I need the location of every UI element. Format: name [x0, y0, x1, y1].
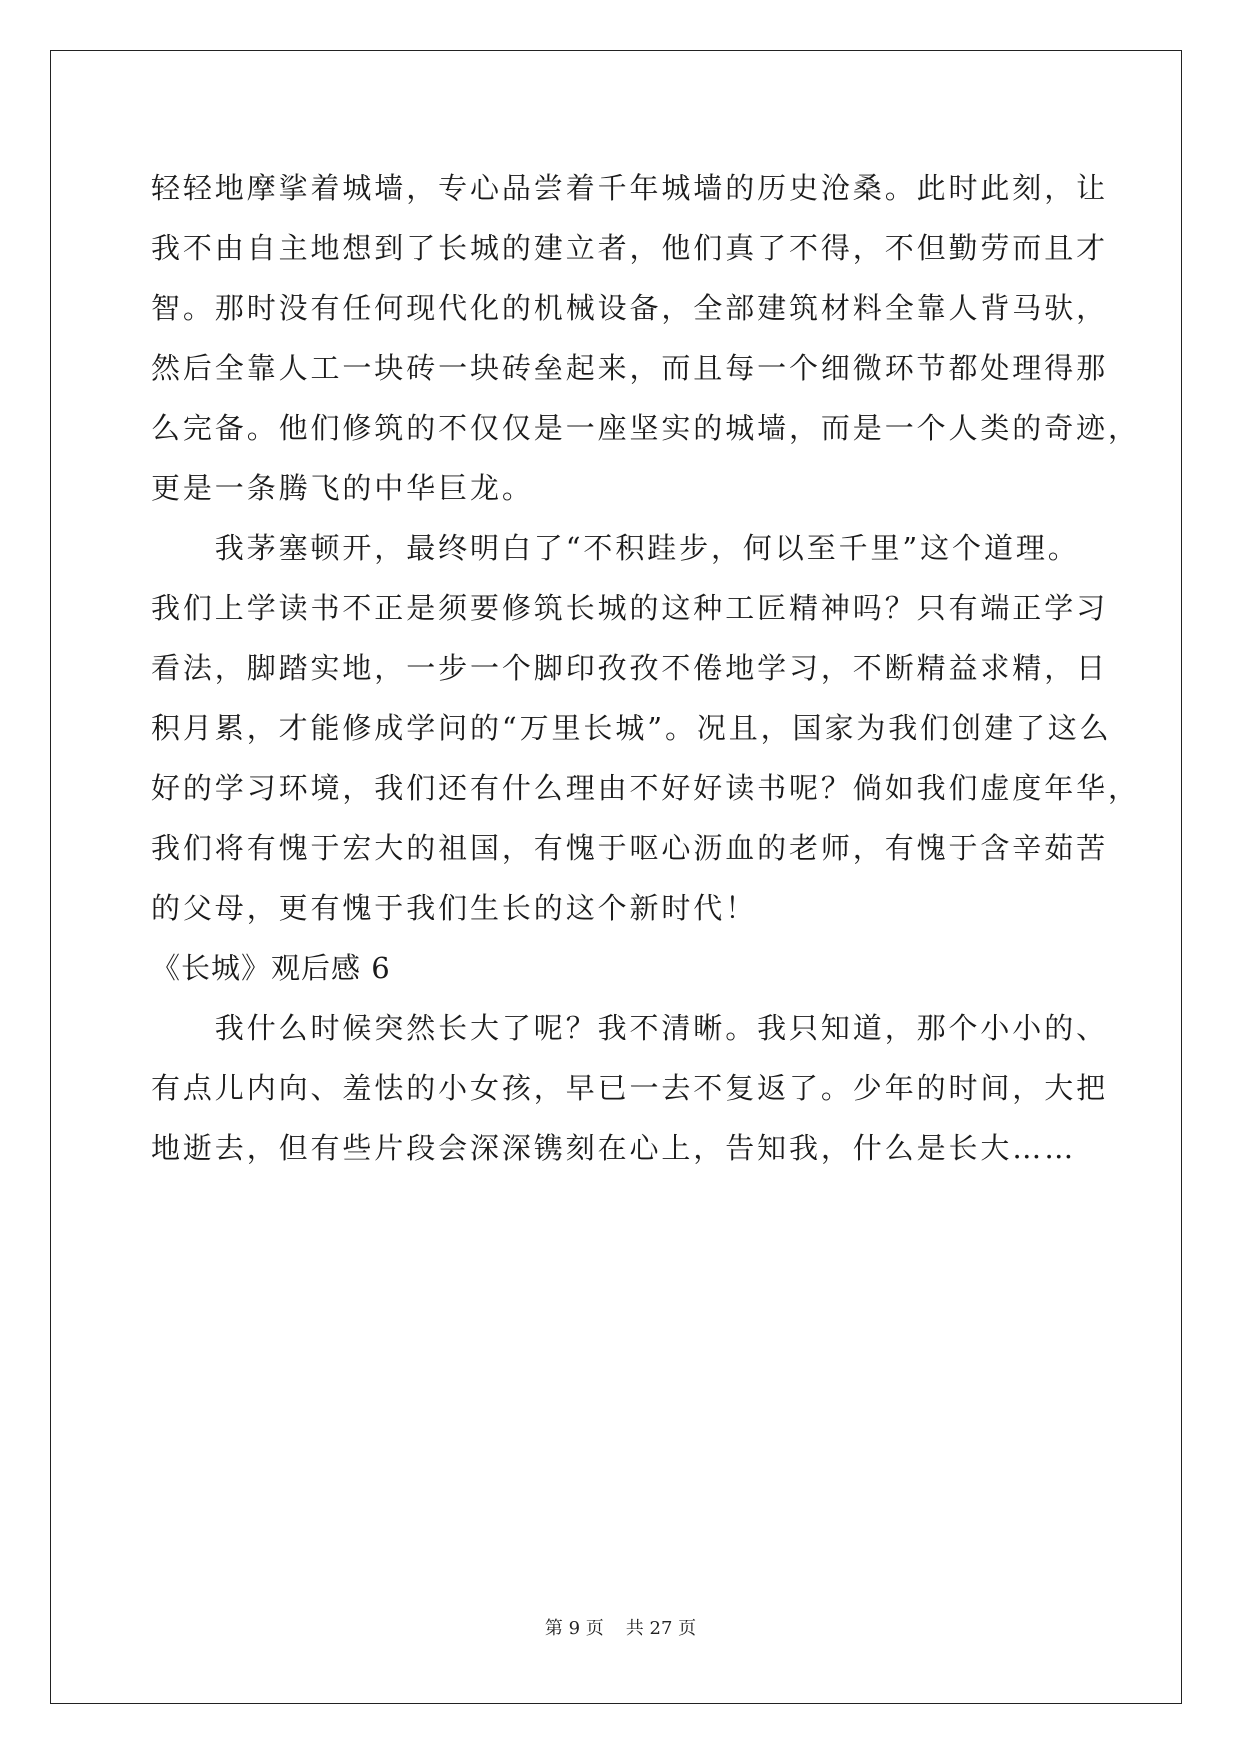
body-line: 好的学习环境，我们还有什么理由不好好读书呢？倘如我们虚度年华，: [151, 771, 1140, 805]
body-line: 我们将有愧于宏大的祖国，有愧于呕心沥血的老师，有愧于含辛茹苦: [151, 831, 1109, 865]
body-line: 么完备。他们修筑的不仅仅是一座坚实的城墙，而是一个人类的奇迹，: [151, 411, 1140, 445]
body-line: 地逝去，但有些片段会深深镌刻在心上，告知我，什么是长大……: [151, 1131, 1077, 1165]
body-line: 我什么时候突然长大了呢？我不清晰。我只知道，那个小小的、: [151, 1011, 1109, 1045]
body-line: 轻轻地摩挲着城墙，专心品尝着千年城墙的历史沧桑。此时此刻，让: [151, 171, 1109, 205]
body-line: 智。那时没有任何现代化的机械设备，全部建筑材料全靠人背马驮，: [151, 291, 1109, 325]
body-line: 更是一条腾飞的中华巨龙。: [151, 471, 534, 505]
body-line: 我茅塞顿开，最终明白了“不积跬步，何以至千里”这个道理。: [151, 531, 1080, 565]
body-line: 然后全靠人工一块砖一块砖垒起来，而且每一个细微环节都处理得那: [151, 351, 1109, 385]
section-heading: 《长城》观后感 6: [151, 951, 391, 985]
body-line: 我们上学读书不正是须要修筑长城的这种工匠精神吗？只有端正学习: [151, 591, 1109, 625]
page-number: 第 9 页: [544, 1618, 604, 1639]
page-total: 共 27 页: [625, 1618, 697, 1639]
body-line: 有点儿内向、羞怯的小女孩，早已一去不复返了。少年的时间，大把: [151, 1071, 1109, 1105]
body-line: 积月累，才能修成学问的“万里长城”。况且，国家为我们创建了这么: [151, 711, 1112, 745]
body-line: 的父母，更有愧于我们生长的这个新时代！: [151, 891, 758, 925]
body-line: 我不由自主地想到了长城的建立者，他们真了不得，不但勤劳而且才: [151, 231, 1109, 265]
page-footer: [0, 1617, 1241, 1641]
body-line: 看法，脚踏实地，一步一个脚印孜孜不倦地学习，不断精益求精，日: [151, 651, 1109, 685]
